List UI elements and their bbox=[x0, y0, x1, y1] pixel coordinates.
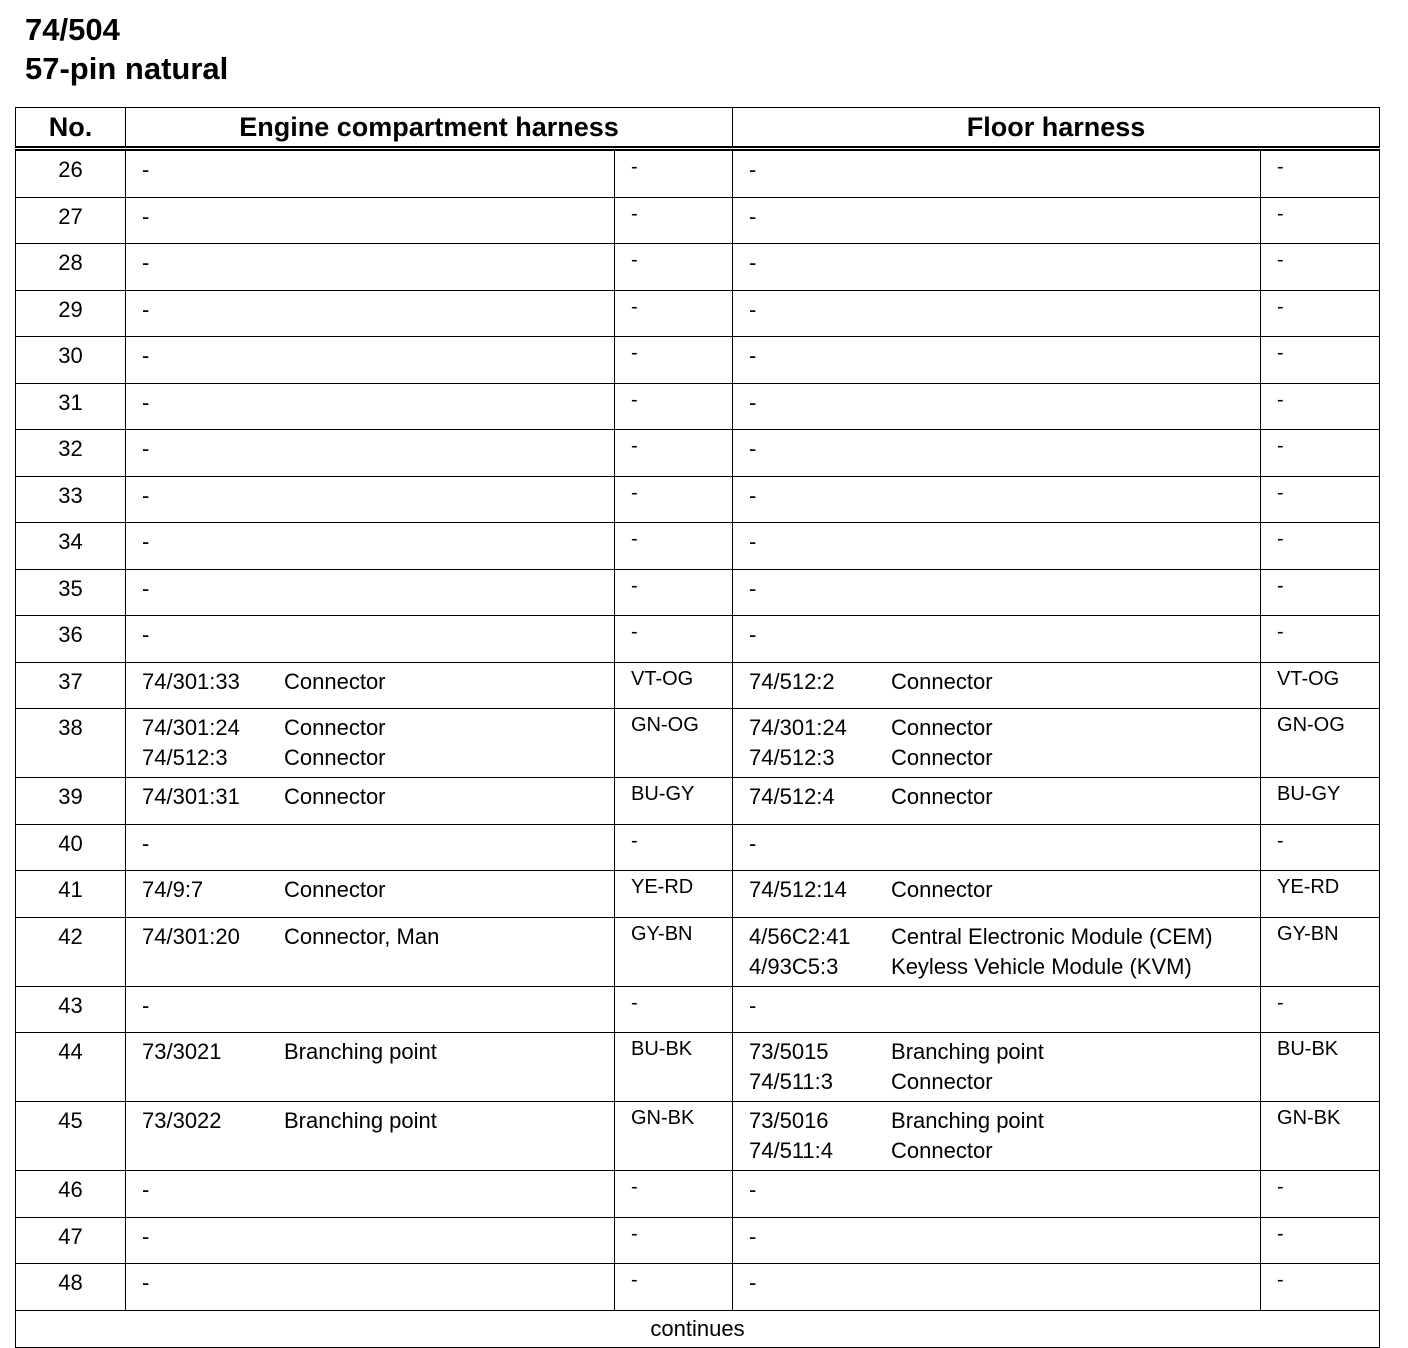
engine-wire-color: - bbox=[615, 244, 733, 291]
connection-description: Connector bbox=[891, 1069, 993, 1094]
floor-entry bbox=[749, 743, 1260, 773]
header-floor-harness: Floor harness bbox=[733, 108, 1380, 149]
empty-mark: - bbox=[142, 436, 150, 461]
floor-wire-color: BU-GY bbox=[1261, 778, 1380, 825]
floor-wire-color: - bbox=[1261, 197, 1380, 244]
empty-mark: - bbox=[142, 830, 150, 856]
empty-mark: - bbox=[749, 575, 757, 601]
connection-code: 4/56C2:41 bbox=[749, 923, 851, 949]
connection-description: Connector bbox=[284, 877, 386, 902]
table-row bbox=[16, 778, 1380, 825]
connection-description: Connector bbox=[891, 668, 993, 694]
connection-code: 74/512:3 bbox=[142, 745, 228, 770]
floor-wire-color: - bbox=[1261, 986, 1380, 1033]
table-row bbox=[16, 244, 1380, 291]
floor-connections bbox=[733, 824, 1261, 871]
table-row bbox=[16, 616, 1380, 663]
floor-connections bbox=[733, 569, 1261, 616]
table-row bbox=[16, 917, 1380, 986]
pin-number: 42 bbox=[16, 917, 126, 986]
floor-connections bbox=[733, 662, 1261, 709]
engine-wire-color: - bbox=[615, 476, 733, 523]
floor-wire-color: - bbox=[1261, 1217, 1380, 1264]
engine-entry bbox=[142, 713, 614, 743]
floor-wire-color: GN-BK bbox=[1261, 1102, 1380, 1171]
pin-table bbox=[15, 107, 1380, 1348]
engine-connections bbox=[126, 1033, 615, 1102]
empty-mark: - bbox=[749, 157, 757, 182]
table-row bbox=[16, 871, 1380, 918]
floor-wire-color: - bbox=[1261, 244, 1380, 291]
pin-number: 44 bbox=[16, 1033, 126, 1102]
engine-connections bbox=[126, 383, 615, 430]
engine-entry bbox=[142, 743, 614, 773]
empty-mark: - bbox=[749, 830, 757, 856]
connection-code: 73/3021 bbox=[142, 1039, 222, 1064]
engine-wire-color: - bbox=[615, 1217, 733, 1264]
floor-wire-color: YE-RD bbox=[1261, 871, 1380, 918]
connection-description: Connector bbox=[284, 745, 386, 770]
pin-number: 30 bbox=[16, 337, 126, 384]
table-row bbox=[16, 290, 1380, 337]
table-row bbox=[16, 986, 1380, 1033]
connection-description: Connector bbox=[891, 715, 993, 740]
engine-wire-color: GN-OG bbox=[615, 709, 733, 778]
floor-connections bbox=[733, 149, 1261, 198]
pin-number: 34 bbox=[16, 523, 126, 570]
table-row bbox=[16, 149, 1380, 198]
engine-wire-color: - bbox=[615, 383, 733, 430]
connector-id: 74/504 bbox=[25, 12, 120, 47]
floor-wire-color: - bbox=[1261, 430, 1380, 477]
empty-mark: - bbox=[142, 992, 150, 1018]
connection-description: Connector bbox=[284, 715, 386, 740]
empty-mark: - bbox=[142, 575, 150, 601]
empty-mark: - bbox=[142, 622, 150, 647]
floor-wire-color: - bbox=[1261, 569, 1380, 616]
floor-wire-color: - bbox=[1261, 383, 1380, 430]
engine-connections bbox=[126, 1217, 615, 1264]
table-row bbox=[16, 824, 1380, 871]
engine-wire-color: - bbox=[615, 149, 733, 198]
table-row bbox=[16, 1102, 1380, 1171]
floor-connections bbox=[733, 290, 1261, 337]
connection-description: Connector bbox=[891, 1138, 993, 1163]
floor-entry bbox=[749, 1037, 1260, 1067]
floor-entry bbox=[749, 782, 1260, 812]
connection-code: 74/511:3 bbox=[749, 1069, 834, 1094]
floor-connections bbox=[733, 1033, 1261, 1102]
engine-connections bbox=[126, 986, 615, 1033]
pin-number: 36 bbox=[16, 616, 126, 663]
empty-mark: - bbox=[749, 622, 757, 647]
connection-code: 74/301:24 bbox=[749, 715, 847, 740]
engine-wire-color: - bbox=[615, 197, 733, 244]
engine-connections bbox=[126, 824, 615, 871]
empty-mark: - bbox=[142, 250, 150, 275]
empty-mark: - bbox=[749, 482, 757, 508]
table-row bbox=[16, 197, 1380, 244]
connection-description: Branching point bbox=[284, 1108, 437, 1133]
connection-code: 73/5016 bbox=[749, 1108, 829, 1133]
pin-table-body bbox=[16, 149, 1380, 1311]
connection-description: Connector bbox=[284, 668, 386, 694]
pin-number: 48 bbox=[16, 1264, 126, 1311]
engine-wire-color: - bbox=[615, 337, 733, 384]
engine-entry bbox=[142, 1037, 614, 1067]
engine-wire-color: VT-OG bbox=[615, 662, 733, 709]
floor-connections bbox=[733, 337, 1261, 384]
floor-wire-color: - bbox=[1261, 616, 1380, 663]
empty-mark: - bbox=[749, 529, 757, 554]
table-row bbox=[16, 523, 1380, 570]
engine-connections bbox=[126, 662, 615, 709]
engine-connections bbox=[126, 476, 615, 523]
pin-number: 45 bbox=[16, 1102, 126, 1171]
engine-wire-color: - bbox=[615, 1264, 733, 1311]
floor-connections bbox=[733, 523, 1261, 570]
floor-connections bbox=[733, 476, 1261, 523]
pin-number: 29 bbox=[16, 290, 126, 337]
table-header-row bbox=[16, 108, 1380, 149]
engine-wire-color: BU-GY bbox=[615, 778, 733, 825]
table-row bbox=[16, 1264, 1380, 1311]
pin-number: 31 bbox=[16, 383, 126, 430]
connection-description: Branching point bbox=[891, 1039, 1044, 1064]
table-row bbox=[16, 1033, 1380, 1102]
pin-number: 38 bbox=[16, 709, 126, 778]
engine-connections bbox=[126, 1102, 615, 1171]
engine-entry bbox=[142, 1106, 614, 1136]
empty-mark: - bbox=[142, 1270, 150, 1295]
engine-connections bbox=[126, 616, 615, 663]
engine-connections bbox=[126, 778, 615, 825]
connection-description: Connector bbox=[891, 877, 993, 902]
table-row bbox=[16, 1217, 1380, 1264]
connection-code: 74/512:14 bbox=[749, 877, 847, 902]
empty-mark: - bbox=[142, 157, 150, 182]
pin-number: 40 bbox=[16, 824, 126, 871]
floor-wire-color: - bbox=[1261, 476, 1380, 523]
floor-wire-color: BU-BK bbox=[1261, 1033, 1380, 1102]
floor-entry bbox=[749, 875, 1260, 905]
connection-description: Central Electronic Module (CEM) bbox=[891, 923, 1213, 949]
floor-connections bbox=[733, 778, 1261, 825]
empty-mark: - bbox=[142, 529, 150, 554]
connection-code: 74/512:2 bbox=[749, 668, 835, 694]
empty-mark: - bbox=[142, 343, 150, 368]
engine-entry bbox=[142, 922, 614, 952]
connection-code: 74/512:4 bbox=[749, 784, 835, 809]
floor-wire-color: - bbox=[1261, 337, 1380, 384]
connection-code: 74/512:3 bbox=[749, 745, 835, 770]
engine-wire-color: GY-BN bbox=[615, 917, 733, 986]
empty-mark: - bbox=[749, 250, 757, 275]
empty-mark: - bbox=[142, 1177, 150, 1202]
engine-connections bbox=[126, 1264, 615, 1311]
floor-wire-color: - bbox=[1261, 824, 1380, 871]
table-footer-row bbox=[16, 1310, 1380, 1347]
floor-entry bbox=[749, 1067, 1260, 1097]
engine-wire-color: - bbox=[615, 824, 733, 871]
empty-mark: - bbox=[749, 436, 757, 461]
engine-connections bbox=[126, 149, 615, 198]
engine-connections bbox=[126, 1171, 615, 1218]
connection-code: 4/93C5:3 bbox=[749, 953, 839, 979]
engine-wire-color: GN-BK bbox=[615, 1102, 733, 1171]
floor-entry bbox=[749, 952, 1260, 982]
empty-mark: - bbox=[749, 1223, 757, 1249]
pin-number: 41 bbox=[16, 871, 126, 918]
engine-connections bbox=[126, 337, 615, 384]
connection-code: 74/301:33 bbox=[142, 668, 240, 694]
engine-connections bbox=[126, 430, 615, 477]
header-engine-harness: Engine compartment harness bbox=[126, 108, 733, 149]
continues-note: continues bbox=[16, 1310, 1380, 1347]
empty-mark: - bbox=[749, 296, 757, 322]
connection-code: 74/301:24 bbox=[142, 715, 240, 740]
engine-wire-color: - bbox=[615, 616, 733, 663]
floor-connections bbox=[733, 197, 1261, 244]
empty-mark: - bbox=[142, 1223, 150, 1249]
pin-number: 33 bbox=[16, 476, 126, 523]
connection-code: 74/301:31 bbox=[142, 784, 240, 809]
connection-description: Branching point bbox=[284, 1039, 437, 1064]
engine-entry bbox=[142, 875, 614, 905]
floor-wire-color: - bbox=[1261, 290, 1380, 337]
table-row bbox=[16, 430, 1380, 477]
floor-connections bbox=[733, 1102, 1261, 1171]
connection-code: 74/9:7 bbox=[142, 877, 204, 902]
empty-mark: - bbox=[142, 482, 150, 508]
floor-wire-color: GN-OG bbox=[1261, 709, 1380, 778]
engine-connections bbox=[126, 569, 615, 616]
floor-wire-color: GY-BN bbox=[1261, 917, 1380, 986]
floor-wire-color: - bbox=[1261, 523, 1380, 570]
engine-connections bbox=[126, 523, 615, 570]
connection-description: Keyless Vehicle Module (KVM) bbox=[891, 953, 1192, 979]
engine-entry bbox=[142, 667, 614, 697]
table-row bbox=[16, 662, 1380, 709]
connection-description: Branching point bbox=[891, 1108, 1044, 1133]
pin-number: 37 bbox=[16, 662, 126, 709]
empty-mark: - bbox=[749, 203, 757, 229]
pin-number: 47 bbox=[16, 1217, 126, 1264]
floor-connections bbox=[733, 244, 1261, 291]
connection-code: 73/5015 bbox=[749, 1039, 829, 1064]
floor-connections bbox=[733, 709, 1261, 778]
empty-mark: - bbox=[142, 296, 150, 322]
engine-connections bbox=[126, 244, 615, 291]
pin-number: 28 bbox=[16, 244, 126, 291]
pin-number: 46 bbox=[16, 1171, 126, 1218]
connector-description: 57-pin natural bbox=[25, 51, 229, 86]
table-row bbox=[16, 383, 1380, 430]
pin-number: 43 bbox=[16, 986, 126, 1033]
floor-connections bbox=[733, 986, 1261, 1033]
floor-connections bbox=[733, 917, 1261, 986]
pin-number: 27 bbox=[16, 197, 126, 244]
connection-description: Connector bbox=[284, 784, 386, 809]
connection-description: Connector bbox=[891, 784, 993, 809]
floor-connections bbox=[733, 616, 1261, 663]
engine-entry bbox=[142, 782, 614, 812]
pin-number: 26 bbox=[16, 149, 126, 198]
header-no: No. bbox=[16, 108, 126, 149]
floor-entry bbox=[749, 922, 1260, 952]
floor-wire-color: - bbox=[1261, 1264, 1380, 1311]
empty-mark: - bbox=[749, 992, 757, 1018]
floor-entry bbox=[749, 1106, 1260, 1136]
engine-wire-color: BU-BK bbox=[615, 1033, 733, 1102]
empty-mark: - bbox=[749, 389, 757, 415]
floor-connections bbox=[733, 871, 1261, 918]
table-row bbox=[16, 1171, 1380, 1218]
empty-mark: - bbox=[749, 343, 757, 368]
empty-mark: - bbox=[142, 203, 150, 229]
floor-wire-color: VT-OG bbox=[1261, 662, 1380, 709]
table-row bbox=[16, 476, 1380, 523]
floor-connections bbox=[733, 430, 1261, 477]
pin-number: 39 bbox=[16, 778, 126, 825]
pin-number: 32 bbox=[16, 430, 126, 477]
engine-wire-color: - bbox=[615, 1171, 733, 1218]
empty-mark: - bbox=[749, 1177, 757, 1202]
connection-code: 73/3022 bbox=[142, 1108, 222, 1133]
engine-connections bbox=[126, 197, 615, 244]
engine-connections bbox=[126, 917, 615, 986]
engine-wire-color: - bbox=[615, 290, 733, 337]
engine-wire-color: - bbox=[615, 569, 733, 616]
empty-mark: - bbox=[749, 1270, 757, 1295]
floor-wire-color: - bbox=[1261, 1171, 1380, 1218]
table-row bbox=[16, 709, 1380, 778]
floor-entry bbox=[749, 1136, 1260, 1166]
floor-wire-color: - bbox=[1261, 149, 1380, 198]
floor-connections bbox=[733, 383, 1261, 430]
connection-description: Connector bbox=[891, 745, 993, 770]
connection-code: 74/301:20 bbox=[142, 923, 240, 949]
floor-connections bbox=[733, 1264, 1261, 1311]
engine-connections bbox=[126, 290, 615, 337]
floor-connections bbox=[733, 1217, 1261, 1264]
pin-number: 35 bbox=[16, 569, 126, 616]
floor-entry bbox=[749, 713, 1260, 743]
engine-connections bbox=[126, 871, 615, 918]
engine-wire-color: - bbox=[615, 523, 733, 570]
connection-description: Connector, Man bbox=[284, 923, 440, 949]
table-row bbox=[16, 569, 1380, 616]
floor-entry bbox=[749, 667, 1260, 697]
engine-wire-color: - bbox=[615, 986, 733, 1033]
floor-connections bbox=[733, 1171, 1261, 1218]
empty-mark: - bbox=[142, 389, 150, 415]
connection-code: 74/511:4 bbox=[749, 1138, 834, 1163]
engine-connections bbox=[126, 709, 615, 778]
document-heading bbox=[25, 10, 228, 88]
engine-wire-color: - bbox=[615, 430, 733, 477]
engine-wire-color: YE-RD bbox=[615, 871, 733, 918]
table-row bbox=[16, 337, 1380, 384]
